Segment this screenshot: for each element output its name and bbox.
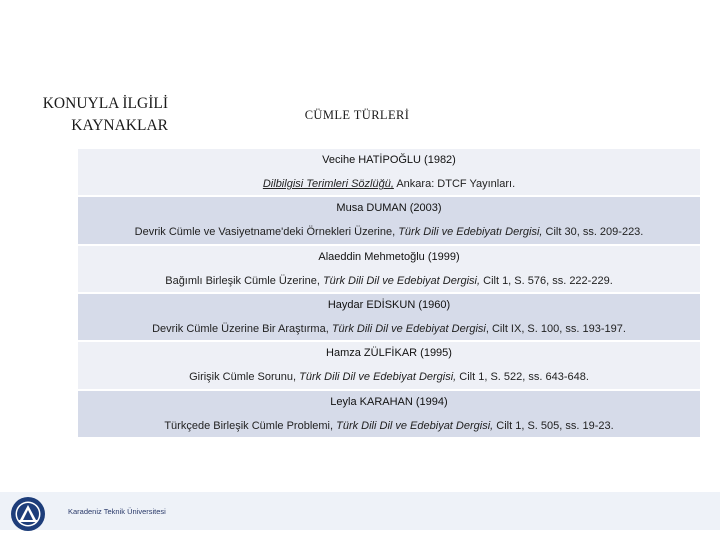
- reference-citation: [263, 176, 515, 192]
- reference-title: Devrik Cümle Üzerine Bir Araştırma,: [152, 323, 332, 336]
- reference-item: [78, 147, 700, 195]
- reference-citation: [189, 369, 589, 385]
- reference-title: Girişik Cümle Sorunu,: [189, 371, 300, 384]
- reference-author: Musa DUMAN (2003): [336, 202, 442, 215]
- reference-title: Devrik Cümle ve Vasiyetname'deki Örnekleri Üzerine,: [134, 226, 399, 239]
- reference-journal: Türk Dili ve Edebiyatı Dergisi,: [398, 226, 543, 239]
- footer-institution: Karadeniz Teknik Üniversitesi: [68, 507, 166, 516]
- side-heading-line1: KONUYLA İLGİLİ: [42, 95, 168, 112]
- reference-citation: [165, 273, 613, 289]
- reference-author: Vecihe HATİPOĞLU (1982): [322, 154, 456, 167]
- reference-author: Leyla KARAHAN (1994): [330, 395, 448, 408]
- reference-details: , Cilt IX, S. 100, ss. 193-197.: [485, 323, 626, 336]
- reference-citation: [135, 224, 644, 240]
- reference-item: [78, 389, 700, 437]
- reference-author: Haydar EDİSKUN (1960): [327, 299, 451, 312]
- reference-title: Bağımlı Birleşik Cümle Üzerine,: [165, 274, 323, 287]
- reference-journal: Türk Dili Dil ve Edebiyat Dergisi: [331, 323, 486, 336]
- reference-item: [78, 244, 700, 292]
- reference-details: Cilt 1, S. 505, ss. 19-23.: [493, 419, 614, 432]
- reference-author: Alaeddin Mehmetoğlu (1999): [318, 250, 460, 263]
- reference-title: Türkçede Birleşik Cümle Problemi,: [164, 419, 337, 432]
- university-logo-icon: [10, 496, 46, 532]
- reference-item: [78, 292, 700, 340]
- reference-author: Hamza ZÜLFİKAR (1995): [326, 347, 452, 360]
- reference-citation: [152, 321, 626, 337]
- reference-journal: Türk Dili Dil ve Edebiyat Dergisi,: [299, 371, 457, 384]
- page-title: CÜMLE TÜRLERİ: [304, 108, 410, 122]
- reference-list: [76, 147, 702, 437]
- side-heading-line2: KAYNAKLAR: [71, 117, 168, 134]
- reference-details: Cilt 1, S. 522, ss. 643-648.: [456, 371, 589, 384]
- reference-journal: Türk Dili Dil ve Edebiyat Dergisi,: [322, 274, 481, 287]
- reference-journal: Türk Dili Dil ve Edebiyat Dergisi,: [336, 419, 494, 432]
- reference-details: Ankara: DTCF Yayınları.: [393, 178, 516, 191]
- reference-work: Dilbilgisi Terimleri Sözlüğü,: [262, 178, 394, 191]
- reference-citation: [164, 418, 613, 434]
- side-heading: [18, 93, 168, 137]
- reference-details: Cilt 30, ss. 209-223.: [542, 226, 644, 239]
- reference-item: [78, 340, 700, 388]
- reference-details: Cilt 1, S. 576, ss. 222-229.: [480, 274, 613, 287]
- reference-item: [78, 195, 700, 243]
